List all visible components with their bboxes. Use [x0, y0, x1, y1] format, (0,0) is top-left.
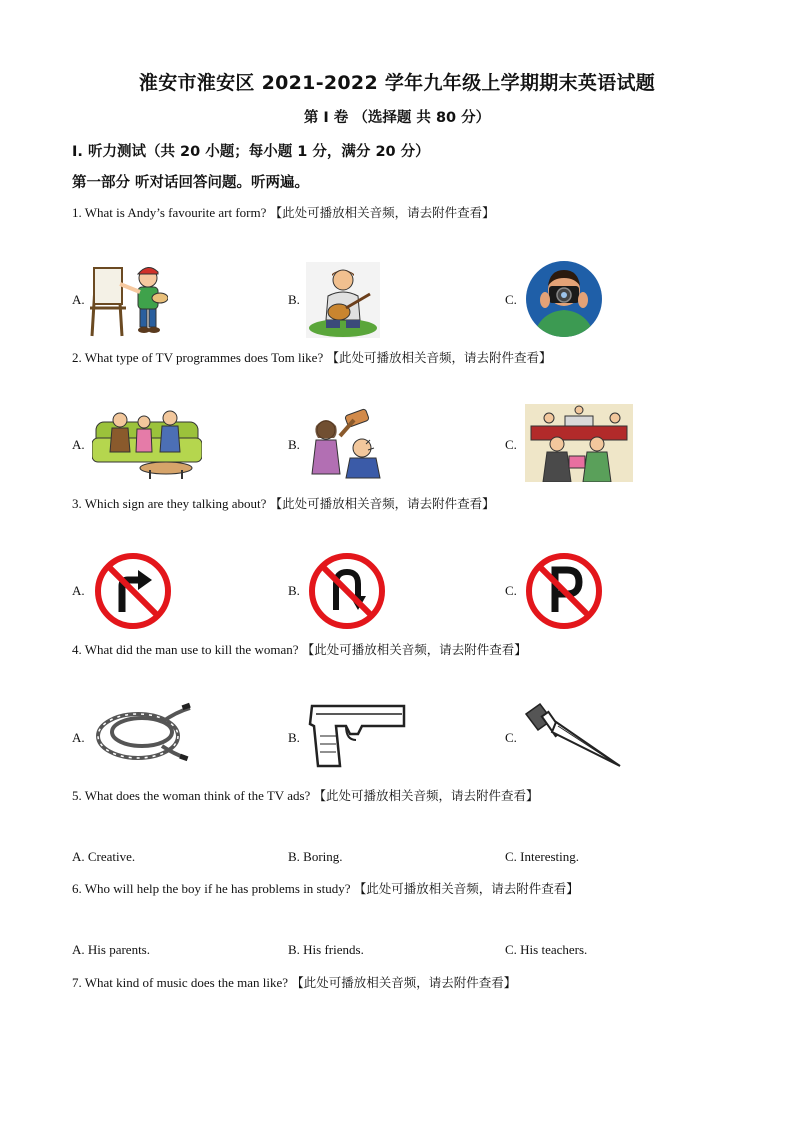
- knife-icon[interactable]: [522, 700, 626, 772]
- option-letter: C.: [505, 292, 517, 307]
- part-instruction: 第一部分 听对话回答问题。听两遍。: [72, 175, 310, 191]
- man-taking-photo-icon[interactable]: [525, 260, 603, 338]
- audio-note[interactable]: 【此处可播放相关音频，请去附件查看】: [269, 205, 495, 220]
- boy-painting-icon[interactable]: [88, 262, 168, 338]
- option-letter: B.: [288, 849, 300, 864]
- question-text: 4. What did the man use to kill the woman?: [72, 642, 299, 657]
- rope-icon[interactable]: [92, 700, 196, 766]
- question-text: 3. Which sign are they talking about?: [72, 496, 267, 511]
- option-text: His teachers.: [520, 942, 588, 957]
- question-text: 6. Who will help the boy if he has problems in study?: [72, 881, 351, 896]
- option-text: His friends.: [303, 942, 364, 957]
- option-a[interactable]: [72, 849, 135, 865]
- section-title: Ⅰ. 听力测试（共 20 小题；每小题 1 分，满分 20 分）: [72, 144, 430, 160]
- option-letter: B.: [288, 583, 300, 598]
- option-letter: C.: [505, 583, 517, 598]
- exam-title: 淮安市淮安区 2021-2022 学年九年级上学期期末英语试题: [138, 72, 656, 94]
- boy-playing-guitar-icon[interactable]: [306, 262, 380, 338]
- option-b[interactable]: [288, 849, 343, 865]
- option-text: Boring.: [303, 849, 343, 864]
- question-7: [72, 973, 516, 991]
- audio-note[interactable]: 【此处可播放相关音频，请去附件查看】: [326, 350, 552, 365]
- paper-subtitle: 第 I 卷 （选择题 共 80 分）: [303, 110, 491, 126]
- option-text: Interesting.: [520, 849, 580, 864]
- option-text: His parents.: [87, 942, 150, 957]
- option-c[interactable]: [505, 849, 579, 865]
- question-text: 7. What kind of music does the man like?: [72, 975, 289, 990]
- option-letter: A.: [72, 292, 85, 307]
- option-letter: B.: [288, 942, 300, 957]
- question-1: [72, 203, 495, 221]
- audio-note[interactable]: 【此处可播放相关音频，请去附件查看】: [291, 975, 517, 990]
- comedy-scene-icon[interactable]: [306, 408, 388, 480]
- option-c[interactable]: [505, 942, 587, 958]
- question-4: [72, 640, 527, 658]
- audio-note[interactable]: 【此处可播放相关音频，请去附件查看】: [301, 642, 527, 657]
- option-a[interactable]: [72, 942, 150, 958]
- option-letter: B.: [288, 730, 300, 745]
- question-text: 5. What does the woman think of the TV ads?: [72, 788, 311, 803]
- question-text: 1. What is Andy’s favourite art form?: [72, 205, 267, 220]
- no-u-turn-sign-icon[interactable]: [308, 552, 386, 630]
- question-2: [72, 348, 552, 366]
- option-letter: C.: [505, 849, 517, 864]
- question-5: [72, 786, 539, 804]
- no-right-turn-sign-icon[interactable]: [94, 552, 172, 630]
- option-letter: B.: [288, 292, 300, 307]
- option-letter: A.: [72, 437, 85, 452]
- option-b[interactable]: [288, 942, 364, 958]
- game-show-icon[interactable]: [525, 404, 633, 482]
- option-letter: B.: [288, 437, 300, 452]
- audio-note[interactable]: 【此处可播放相关音频，请去附件查看】: [353, 881, 579, 896]
- option-letter: C.: [505, 942, 517, 957]
- question-6: [72, 879, 579, 897]
- option-letter: C.: [505, 437, 517, 452]
- option-letter: A.: [72, 583, 85, 598]
- question-3: [72, 494, 495, 512]
- pistol-icon[interactable]: [306, 700, 408, 772]
- option-letter: A.: [72, 849, 85, 864]
- audio-note[interactable]: 【此处可播放相关音频，请去附件查看】: [269, 496, 495, 511]
- option-letter: C.: [505, 730, 517, 745]
- family-on-sofa-icon[interactable]: [92, 408, 202, 480]
- audio-note[interactable]: 【此处可播放相关音频，请去附件查看】: [313, 788, 539, 803]
- option-letter: A.: [72, 942, 85, 957]
- option-letter: A.: [72, 730, 85, 745]
- option-text: Creative.: [87, 849, 136, 864]
- no-parking-sign-icon[interactable]: [525, 552, 603, 630]
- question-text: 2. What type of TV programmes does Tom like?: [72, 350, 324, 365]
